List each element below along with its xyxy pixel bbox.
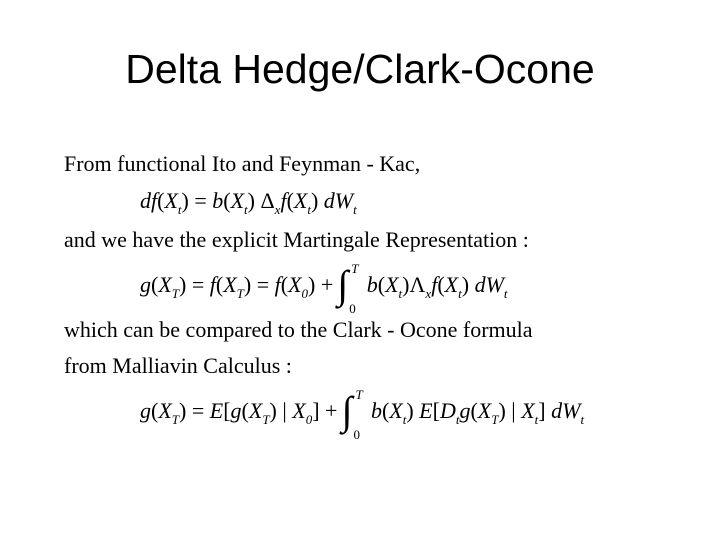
integral-sign: ∫ T 0 <box>341 387 363 442</box>
equation-martingale-representation: $g(X_T) = f(X_T) = f(X_0)$ + ∫ T 0 $b(X_t)\Lambda_xf(X_t)$ $dW_t$ <box>140 261 508 316</box>
equation-clark-ocone: $g(X_T) = E[g(X_T)$ | $X_0$] + ∫ T 0 $b(X_t)$ $E[D_tg(X_T)$ | $X_t$] $dW_t$ <box>140 387 585 442</box>
equation-df: $df(X_t) = b(X_t)$ $\Delta_xf(X_t)$ $dW_t$ <box>140 188 357 217</box>
text-line-functional-ito: From functional Ito and Feynman - Kac, <box>64 151 421 176</box>
text-line-malliavin: from Malliavin Calculus : <box>64 353 292 378</box>
text-line-martingale: and we have the explicit Martingale Representation : <box>64 227 529 252</box>
slide-title: Delta Hedge/Clark-Ocone <box>125 46 595 92</box>
integral-sign: ∫ T 0 <box>337 261 359 316</box>
text-line-clark-ocone: which can be compared to the Clark - Ocone formula <box>64 317 533 342</box>
